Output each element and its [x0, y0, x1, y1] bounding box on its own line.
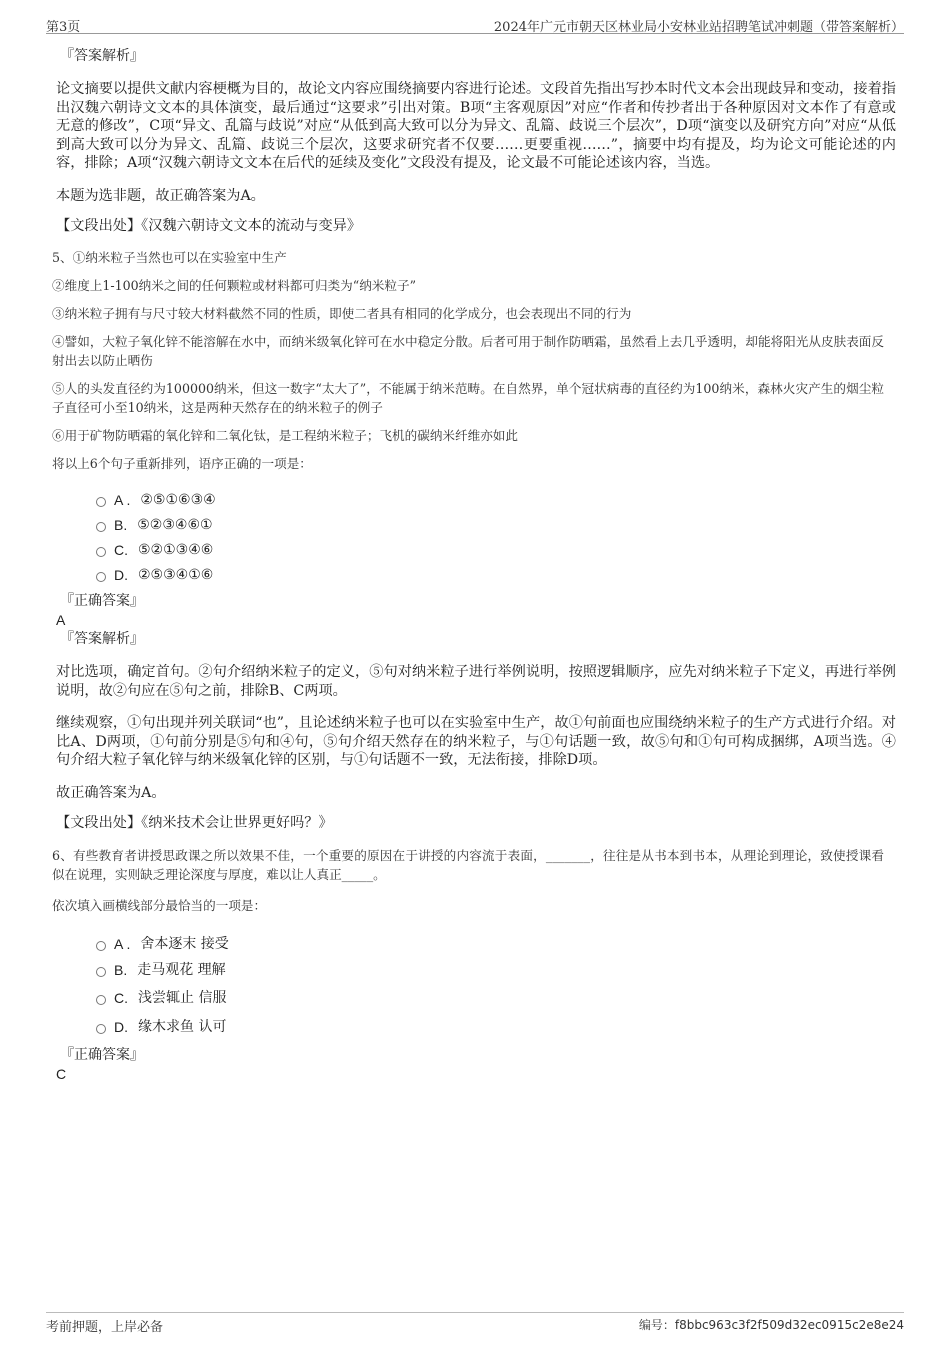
analysis-label: 『答案解析』	[60, 48, 144, 64]
radio-icon[interactable]	[96, 497, 106, 507]
page-footer	[46, 1312, 904, 1338]
q6-answer: C	[56, 1066, 67, 1082]
q4-source	[56, 216, 896, 236]
radio-icon[interactable]	[96, 995, 106, 1005]
q4-analysis-paragraph-2: 本题为选非题，故正确答案为A。	[56, 187, 265, 204]
option-letter: D.	[114, 1019, 128, 1035]
page-content	[52, 46, 896, 1083]
correct-answer-label: 『正确答案』	[60, 593, 144, 609]
q6-option-d[interactable]	[96, 1013, 896, 1041]
document-title: 2024年广元市朝天区林业局小安林业站招聘笔试冲刺题（带答案解析）	[493, 20, 904, 35]
q4-analysis-paragraph-1: 论文摘要以提供文献内容梗概为目的，故论文内容应围绕摘要内容进行论述。文段首先指出写抄本时代文本会出现歧异和变动，接着指出汉魏六朝诗文文本的具体演变，最后通过“这要求”引出对策。B项“主客观原因”对应“作者和传抄者出于各种原因对文本作了有意或无意的修改”，C项“异文、乱篇与歧说”对应“从低到高大致可以分为异文、乱篇、歧说三个层次”，D项“演变以及研究方向”对应“从低到高大致可以分为异文、乱篇、歧说三个层次，这要求研究者不仅要……更要重视……”，摘要中均有提及，均为论文可能论述的内容，排除；A项“汉魏六朝诗文文本在后代的延续及变化”文段没有提及，论文最不可能论述该内容，当选。	[56, 81, 896, 171]
q5-option-c[interactable]	[96, 537, 896, 562]
q5-analysis-paragraph-1: 对比选项，确定首句。②句介绍纳米粒子的定义，⑤句对纳米粒子进行举例说明，按照逻辑顺序，应先对纳米粒子下定义，再进行举例说明，故②句应在⑤句之前，排除B、C两项。	[56, 664, 896, 699]
source-label: 【文段出处】	[56, 218, 142, 234]
option-letter: C.	[114, 541, 128, 558]
q5-options	[96, 487, 896, 587]
q5-line-2: ②维度上1-100纳米之间的任何颗粒或材料都可归类为“纳米粒子”	[52, 278, 417, 293]
q6-option-a[interactable]	[96, 931, 896, 957]
q6-option-c[interactable]	[96, 983, 896, 1013]
q6-options	[96, 931, 896, 1041]
q5-option-b[interactable]	[96, 512, 896, 537]
q5-line-3: ③纳米粒子拥有与尺寸较大材料截然不同的性质，即使二者具有相同的化学成分，也会表现出不同的行为	[52, 306, 632, 321]
option-text: 缘木求鱼 认可	[138, 1019, 227, 1035]
option-letter: B.	[114, 516, 128, 533]
q5-line-1: 5、①纳米粒子当然也可以在实验室中生产	[52, 250, 287, 265]
option-text: 走马观花 理解	[137, 962, 226, 978]
radio-icon[interactable]	[96, 967, 106, 977]
option-letter: B.	[114, 962, 128, 978]
q6-prompt: 依次填入画横线部分最恰当的一项是：	[52, 898, 267, 913]
option-text: 舍本逐末 接受	[140, 936, 229, 952]
option-text: ②⑤①⑥③④	[140, 491, 216, 508]
radio-icon[interactable]	[96, 572, 106, 582]
option-letter: D.	[114, 566, 128, 583]
q5-option-a[interactable]	[96, 487, 896, 512]
q6-stem: 6、有些教育者讲授思政课之所以效果不佳，一个重要的原因在于讲授的内容流于表面，_______，往往是从书本到书本，从理论到理论，致使授课看似在说理，实则缺乏理论深度与厚度，难以让人真正_____。	[52, 848, 884, 882]
radio-icon[interactable]	[96, 522, 106, 532]
option-text: ⑤②①③④⑥	[138, 541, 214, 558]
option-text: ⑤②③④⑥①	[137, 516, 213, 533]
source-title: 《纳米技术会让世界更好吗？》	[141, 815, 333, 831]
q5-line-5: ⑤人的头发直径约为100000纳米，但这一数字“太大了”，不能属于纳米范畴。在自然界，单个冠状病毒的直径约为100纳米，森林火灾产生的烟尘粒子直径可小至10纳米，这是两种天然存在的纳米粒子的例子	[52, 381, 884, 415]
q5-prompt: 将以上6个句子重新排列，语序正确的一项是：	[52, 456, 312, 471]
correct-answer-label: 『正确答案』	[60, 1047, 144, 1063]
source-label: 【文段出处】	[56, 815, 142, 831]
option-letter: A .	[114, 491, 131, 508]
source-title: 《汉魏六朝诗文文本的流动与变异》	[141, 218, 362, 234]
q5-analysis-paragraph-3: 故正确答案为A。	[56, 784, 166, 801]
document-id: 编号：f8bbc963c3f2f509d32ec0915c2e8e24	[638, 1318, 904, 1332]
option-letter: C.	[114, 990, 128, 1006]
radio-icon[interactable]	[96, 1024, 106, 1034]
q5-option-d[interactable]	[96, 562, 896, 587]
q5-answer: A	[56, 612, 66, 628]
option-letter: A .	[114, 936, 131, 952]
q5-analysis-paragraph-2: 继续观察，①句出现并列关联词“也”，且论述纳米粒子也可以在实验室中生产，故①句前面也应围绕纳米粒子的生产方式进行介绍。对比A、D两项，①句前分别是⑤句和④句，⑤句介绍天然存在的纳米粒子，与①句话题一致，故⑤句和①句可构成捆绑，A项当选。④句介绍大粒子氧化锌与纳米级氧化锌的区别，与①句话题不一致，无法衔接，排除D项。	[56, 715, 896, 768]
analysis-label: 『答案解析』	[60, 631, 144, 647]
option-text: 浅尝辄止 信服	[138, 990, 227, 1006]
radio-icon[interactable]	[96, 547, 106, 557]
q6-option-b[interactable]	[96, 957, 896, 983]
option-text: ②⑤③④①⑥	[138, 566, 214, 583]
q5-line-4: ④譬如，大粒子氧化锌不能溶解在水中，而纳米级氧化锌可在水中稳定分散。后者可用于制作防晒霜，虽然看上去几乎透明，却能将阳光从皮肤表面反射出去以防止晒伤	[52, 334, 884, 368]
page-number: 第3页	[46, 20, 81, 35]
radio-icon[interactable]	[96, 941, 106, 951]
footer-slogan: 考前押题，上岸必备	[46, 1320, 164, 1335]
q5-line-6: ⑥用于矿物防晒霜的氧化锌和二氧化钛，是工程纳米粒子；飞机的碳纳米纤维亦如此	[52, 428, 518, 443]
q5-source	[56, 813, 896, 833]
page-header	[46, 14, 904, 34]
